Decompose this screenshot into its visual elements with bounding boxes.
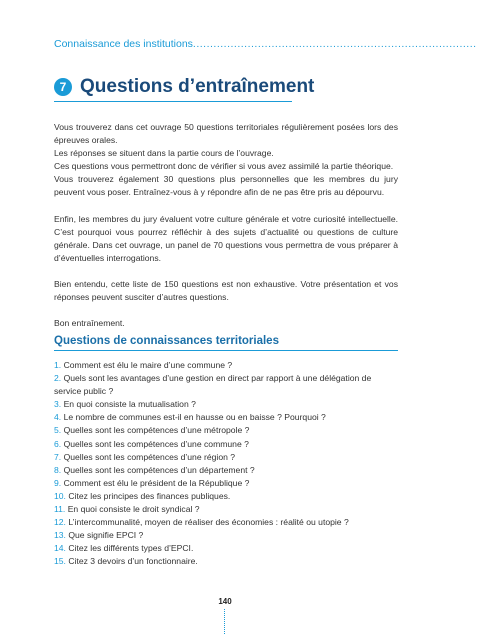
question-number: 13.	[54, 530, 66, 541]
question-number: 12.	[54, 517, 66, 528]
question-item	[54, 398, 398, 411]
chapter-title: Questions d’entraînement	[80, 76, 315, 97]
intro-sentence-2: Les réponses se situent dans la partie cours de l’ouvrage.	[54, 148, 274, 159]
question-number: 6.	[54, 438, 62, 449]
question-item	[54, 542, 398, 555]
question-number: 1.	[54, 360, 62, 370]
intro-closing: Bon entraînement.	[54, 318, 125, 329]
question-number: 9.	[54, 477, 62, 488]
question-text: Citez les principes des finances publiques.	[68, 490, 231, 501]
question-item	[54, 464, 398, 477]
question-number: 14.	[54, 543, 66, 554]
question-item	[54, 411, 398, 424]
question-number: 5.	[54, 425, 62, 436]
question-item	[54, 372, 398, 398]
question-number: 2.	[54, 373, 62, 384]
running-head	[54, 38, 477, 50]
question-text: Comment est élu le président de la République ?	[63, 477, 250, 488]
intro-text	[54, 121, 398, 330]
intro-paragraph-3: Bien entendu, cette liste de 150 questions est non exhaustive. Votre présentation et vos réponses peuvent susciter d’autres questions.	[54, 278, 398, 303]
question-number: 10.	[54, 490, 66, 501]
question-text: Le nombre de communes est-il en hausse ou en baisse ? Pourquoi ?	[63, 412, 326, 423]
running-head-text: Connaissance des institutions	[54, 38, 193, 50]
running-head-dots: ...................................................................................	[192, 38, 477, 50]
question-text: L’intercommunalité, moyen de réaliser des économies : réalité ou utopie ?	[68, 517, 349, 528]
question-text: Comment est élu le maire d’une commune ?	[63, 360, 233, 370]
intro-sentence-4: Vous trouverez également 30 questions plus personnelles que les membres du jury peuvent vous poser. Entraînez-vous à y répondre afin de ne pas être pris au dépourvu.	[54, 174, 398, 198]
question-number: 3.	[54, 399, 62, 410]
question-number: 8.	[54, 464, 62, 475]
question-text: Citez 3 devoirs d’un fonctionnaire.	[68, 556, 198, 567]
question-text: Que signifie EPCI ?	[68, 530, 144, 541]
question-item	[54, 359, 398, 372]
question-number: 11.	[54, 504, 66, 515]
question-text: Quelles sont les compétences d’une métropole ?	[63, 425, 250, 436]
question-number: 7.	[54, 451, 62, 462]
intro-sentence-3: Ces questions vous permettront donc de vérifier si vous avez assimilé la partie théorique.	[54, 161, 394, 172]
question-item	[54, 438, 398, 451]
question-item	[54, 529, 398, 542]
section-title: Questions de connaissances territoriales	[54, 335, 279, 347]
questions-list	[54, 359, 398, 569]
chapter-underline	[54, 101, 292, 102]
question-text: En quoi consiste la mutualisation ?	[63, 399, 196, 410]
question-text: Quels sont les avantages d’une gestion en direct par rapport à une délégation de service public ?	[54, 373, 372, 397]
question-item	[54, 555, 398, 568]
intro-sentence-1: Vous trouverez dans cet ouvrage 50 questions territoriales régulièrement posées lors des épreuves orales.	[54, 122, 398, 146]
question-text: Quelles sont les compétences d’un département ?	[63, 464, 255, 475]
page-number-dotted-line	[224, 609, 225, 634]
question-number: 4.	[54, 412, 62, 423]
question-text: Quelles sont les compétences d’une commune ?	[63, 438, 249, 449]
question-item	[54, 516, 398, 529]
intro-paragraph-2: Enfin, les membres du jury évaluent votre culture générale et votre curiosité intellectuelle. C’est pourquoi vous pourrez réfléchir à des sujets d’actualité ou questions de culture générale. Dans cet ouvrage, un panel de 70 questions vous permettra de vous préparer à d’éventuelles interrogations.	[54, 213, 398, 263]
question-item	[54, 424, 398, 437]
question-number: 15.	[54, 556, 66, 567]
section-underline	[54, 350, 398, 351]
intro-paragraph-1	[54, 121, 398, 200]
question-text: Citez les différents types d’EPCI.	[68, 543, 194, 554]
question-item	[54, 477, 398, 490]
page-number: 140	[218, 597, 232, 606]
question-text: Quelles sont les compétences d’une région ?	[63, 451, 236, 462]
question-item	[54, 503, 398, 516]
chapter-heading	[54, 76, 314, 98]
question-item	[54, 451, 398, 464]
chapter-number-badge: 7	[54, 78, 72, 96]
question-item	[54, 490, 398, 503]
question-text: En quoi consiste le droit syndical ?	[67, 504, 200, 515]
